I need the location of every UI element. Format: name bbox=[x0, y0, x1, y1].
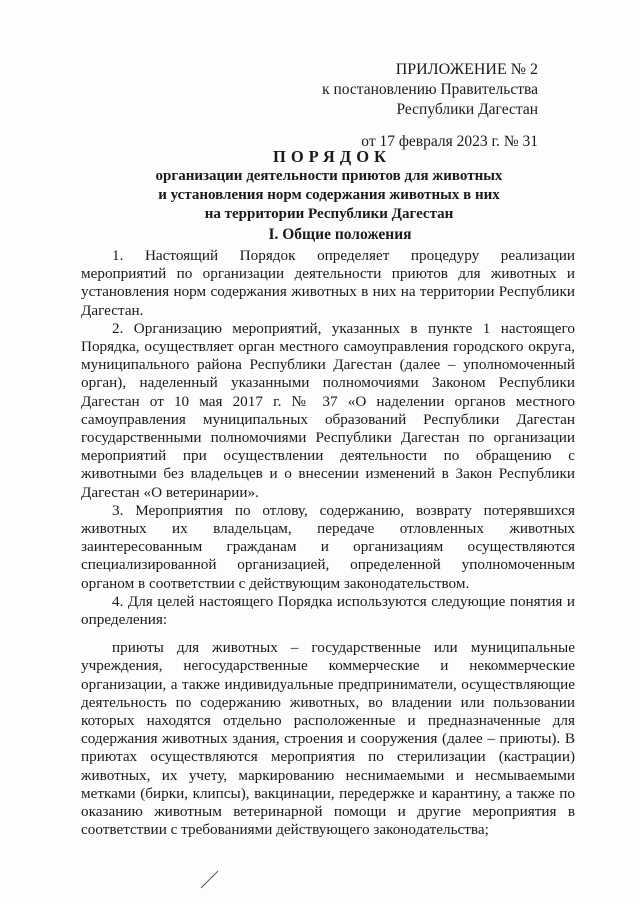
section-heading: I. Общие положения bbox=[268, 226, 412, 243]
appendix-header bbox=[322, 60, 538, 152]
appendix-line-1: к постановлению Правительства bbox=[322, 81, 538, 98]
document-title bbox=[0, 147, 640, 224]
appendix-title: ПРИЛОЖЕНИЕ № 2 bbox=[395, 61, 538, 78]
title-line-1: организации деятельности приютов для животных bbox=[155, 168, 503, 184]
appendix-line-2: Республики Дагестан bbox=[396, 101, 538, 118]
paragraph-4: 4. Для целей настоящего Порядка используются следующие понятия и определения: bbox=[81, 592, 575, 629]
title-main: ПОРЯДОК bbox=[273, 147, 391, 166]
title-line-3: на территории Республики Дагестан bbox=[204, 206, 454, 222]
appendix-date: от 17 февраля 2023 г. № 31 bbox=[361, 133, 538, 150]
paragraph-3: 3. Мероприятия по отлову, содержанию, возврату потерявшихся животных их владельцам, передаче отловленных животных заинтересованным гражданам и организациям осуществляются специализированной организацией, определенной уполномоченным органом в соответствии с действующим законодательством. bbox=[81, 501, 575, 592]
paragraph-2: 2. Организацию мероприятий, указанных в пункте 1 настоящего Порядка, осуществляет орган местного самоуправления городского округа, муниципального района Республики Дагестан (далее – уполномоченный орган), наделенный указанными полномочиями Законом Республики Дагестан от 10 мая 2017 г. № 37 «О наделении органов местного самоуправления муниципальных образований Республики Дагестан государственными полномочиями Республики Дагестан по организации мероприятий при осуществлении деятельности по обращению с животными без владельцев и о внесении изменений в Закон Республики Дагестан «О ветеринарии». bbox=[81, 319, 575, 501]
scan-mark bbox=[198, 868, 222, 890]
definition-shelters: приюты для животных – государственные или муниципальные учреждения, негосударственные коммерческие и некоммерческие организации, а также индивидуальные предприниматели, осуществляющие деятельность по содержанию животных, во владении или пользовании которых находятся отдельно расположенные и предназначенные для содержания животных здания, строения и сооружения (далее – приюты). В приютах осуществляются мероприятия по стерилизации (кастрации) животных, их учету, маркированию неснимаемыми и несмываемыми метками (бирки, клипсы), вакцинации, передержке и карантину, а также по оказанию животным ветеринарной помощи и другие мероприятия в соответствии с требованиями действующего законодательства; bbox=[81, 639, 575, 839]
document-body bbox=[81, 247, 575, 840]
paragraph-1: 1. Настоящий Порядок определяет процедуру реализации мероприятий по организации деятельности приютов для животных и установления норм содержания животных в них на территории Республики Дагестан. bbox=[81, 247, 575, 319]
title-line-2: и установления норм содержания животных в них bbox=[158, 187, 500, 203]
